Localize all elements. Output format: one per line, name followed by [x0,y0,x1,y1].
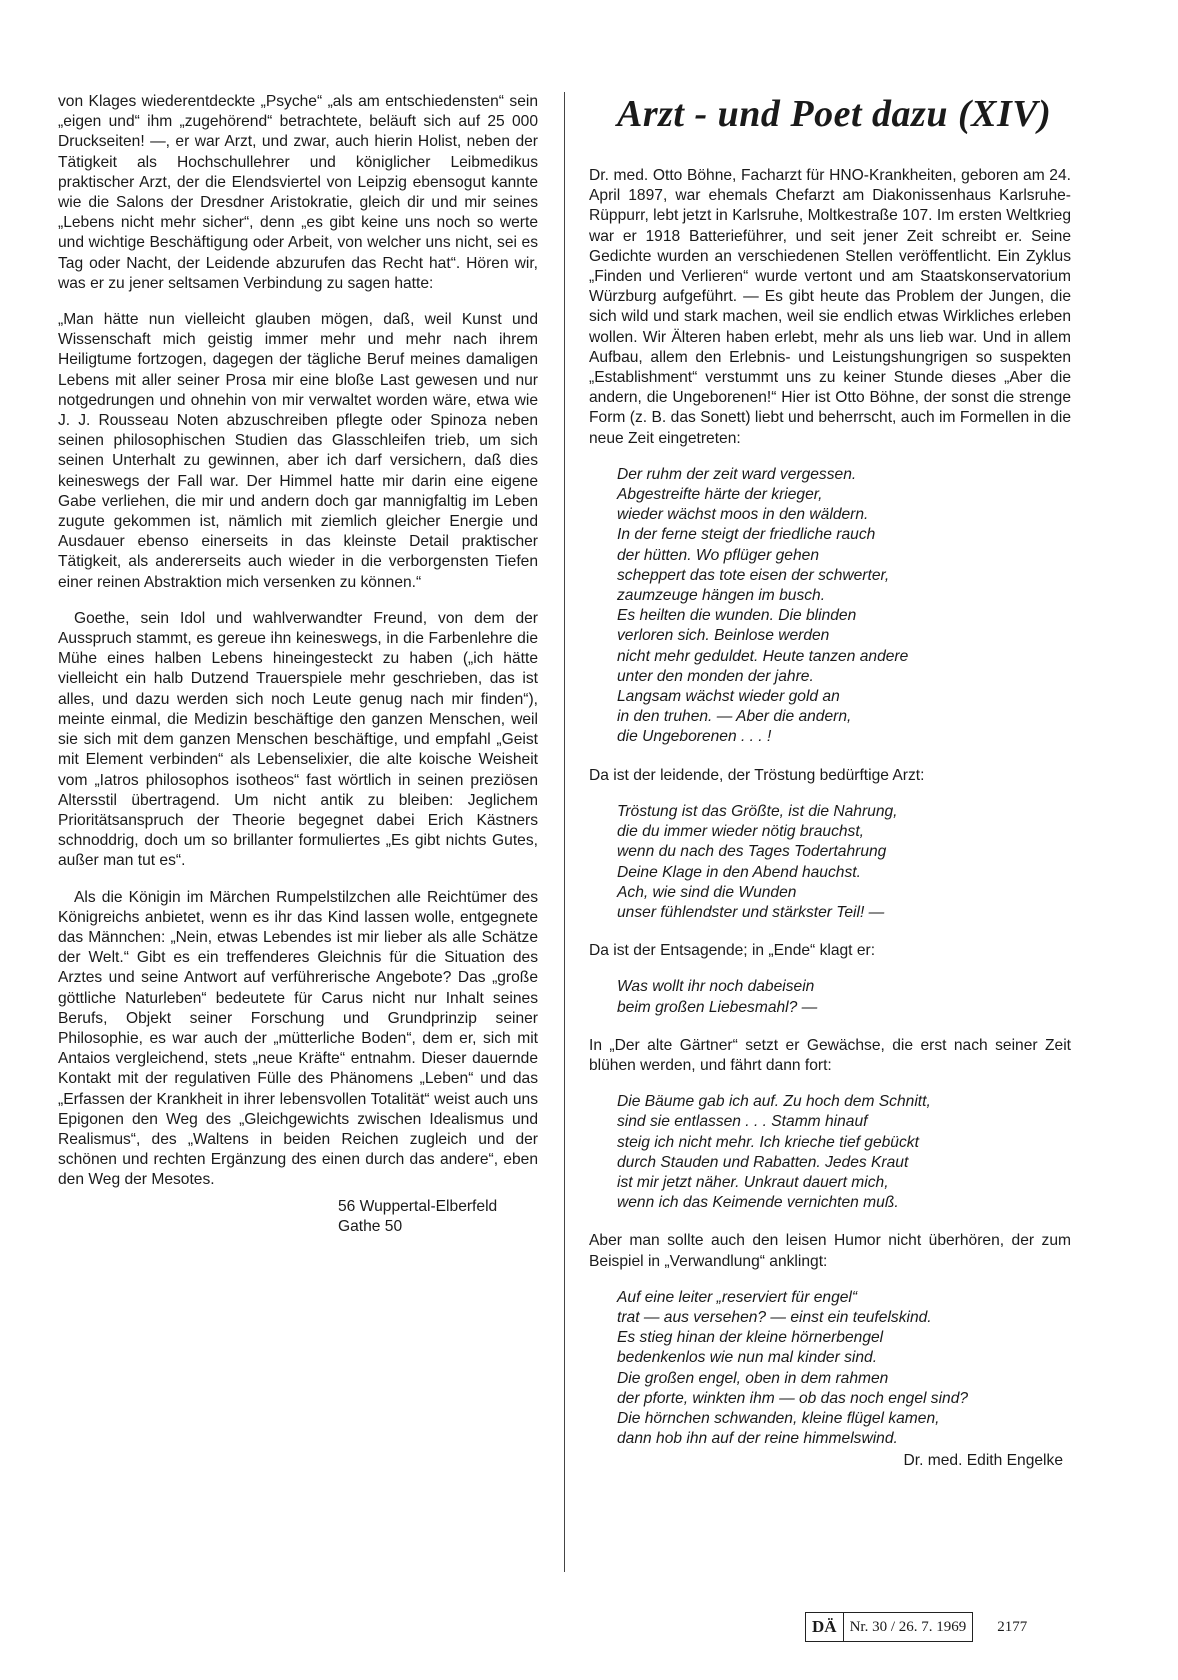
poem-3 [617,977,1071,1017]
poem-line: Langsam wächst wieder gold an [617,688,840,706]
lead-3: Da ist der Entsagende; in „Ende“ klagt er: [589,942,876,960]
poem-line: Abgestreifte härte der krieger, [617,486,823,504]
poem-line: Was wollt ihr noch dabeisein [617,978,815,996]
page-footer [805,1611,1027,1643]
poem-line: Auf eine leiter „reserviert für engel“ [617,1288,858,1306]
carus-quote: „Man hätte nun vielleicht glauben mögen, daß, weil Kunst und Wissenschaft mich geistig immer mehr und mehr nach ihrem Heiligtume fortzogen, dagegen der tägliche Beruf meines damaligen Lebens mit aller seiner Prosa mir eine bloße Last gewesen und nur notgedrungen und ohnehin von mir verwaltet worden wäre, etwa wie J. J. Rousseau Noten abzuschreiben pflegte oder Spinoza neben seinen philosophischen Studien das Glasschleifen trieb, um sich seinen Unterhalt zu gewinnen, aber ich darf versichern, daß dies keineswegs der Fall war. Der Himmel hatte mir darin eine eigene Gabe verliehen, die mir und andern doch gar mannigfaltig im Leben zugute gekommen ist, nämlich mit ziemlich gleicher Energie und Ausdauer ebenso einerseits in das kleinste Detail praktischer Tätigkeit, als andererseits auch wieder in die verborgensten Tiefen einer reinen Abstraktion mich versenken zu können.“ [58,311,538,591]
poem-line: in den truhen. — Aber die andern, [617,708,852,726]
poem-line: ist mir jetzt näher. Unkraut dauert mich, [617,1173,889,1191]
paragraph-1: von Klages wiederentdeckte „Psyche“ „als am entschiedensten“ sein „eigen und“ ihm „zugehörend“ betrachtete, beläuft sich auf 25 000 Druckseiten! —, er war Arzt, und zwar, auch hierin Holist, neben der Tätigkeit als Hochschullehrer und königlicher Leibmedikus praktischer Arzt, der die Elendsviertel von Leipzig ebensogut kannte wie die Salons der Dresdner Aristokratie, gleich dir und mir seines „Lebens nicht mehr sicher“, denn „es gibt keine uns noch so werte und wichtige Beschäftigung oder Arbeit, von welcher uns nicht, sei es Tag oder Nacht, der Leidende abzurufen das Recht hat“. Hören wir, was er zu jener seltsamen Verbindung zu sagen hatte: [58,93,538,292]
poem-line: Deine Klage in den Abend hauchst. [617,863,861,881]
lead-2: Da ist der leidende, der Tröstung bedürftige Arzt: [589,766,925,784]
poem-line: dann hob ihn auf der reine himmelswind. [617,1430,898,1448]
article-title: Arzt - und Poet dazu (XIV) [617,93,1052,135]
poem-line: bedenkenlos wie nun mal kinder sind. [617,1349,878,1367]
poem-5 [617,1288,1071,1450]
author-name: Dr. med. Edith Engelke [903,1452,1063,1470]
issue-info: Nr. 30 / 26. 7. 1969 [843,1612,974,1642]
signature-line-2: Gathe 50 [338,1218,403,1236]
poem-line: sind sie entlassen . . . Stamm hinauf [617,1113,868,1131]
poem-line: Die großen engel, oben in dem rahmen [617,1369,889,1387]
poem-line: zaumzeuge hängen im busch. [617,587,826,605]
poem-line: Die hörnchen schwanden, kleine flügel kamen, [617,1409,940,1427]
poem-1 [617,465,1071,748]
poem-line: der hütten. Wo pflüger gehen [617,546,819,564]
poem-line: Ach, wie sind die Wunden [617,883,797,901]
poem-2 [617,802,1071,923]
poem-4 [617,1092,1071,1213]
poem-line: Tröstung ist das Größte, ist die Nahrung, [617,802,898,820]
poem-line: Es heilten die wunden. Die blinden [617,607,857,625]
poem-line: wenn du nach des Tages Todertahrung [617,843,887,861]
poem-line: scheppert das tote eisen der schwerter, [617,566,890,584]
poem-line: Der ruhm der zeit ward vergessen. [617,465,857,483]
lead-4: In „Der alte Gärtner“ setzt er Gewächse, die erst nach seiner Zeit blühen werden, und fährt dann fort: [589,1036,1071,1074]
page-number: 2177 [997,1618,1028,1635]
poem-line: nicht mehr geduldet. Heute tanzen andere [617,647,909,665]
poem-line: beim großen Liebesmahl? — [617,998,818,1016]
poem-line: durch Stauden und Rabatten. Jedes Kraut [617,1153,909,1171]
right-column [589,92,1071,1472]
paragraph-2: Goethe, sein Idol und wahlverwandter Freund, von dem der Ausspruch stammt, es gereue ihn keineswegs, in die Farbenlehre die Mühe eines halben Lebens hineingesteckt zu haben („ich hätte vielleicht ein halb Dutzend Trauerspiele mehr geschrieben, das ist alles, und dazu werden sich noch Leute genug nach mir finden“), meinte einmal, die Medizin beschäftige den ganzen Menschen, weil sie sich mit dem ganzen Menschen beschäftige, und empfahl „Geist mit Element verbinden“ als Lebenselixier, die alte koische Weisheit vom „Iatros philosophos isotheos“ fast wörtlich in seinen preziösen Altersstil übertragend. Um nicht antik zu bleiben: Jeglichem Prioritätsanspruch der Theorie begegnet dabei Erich Kästners schnoddrig, doch um so brillanter formuliertes „Es gibt nichts Gutes, außer man tut es“. [58,609,538,870]
poem-line: unter den monden der jahre. [617,667,814,685]
poem-line: unser fühlendster und stärkster Teil! — [617,903,885,921]
poem-line: die Ungeborenen . . . ! [617,728,772,746]
poem-line: steig ich nicht mehr. Ich krieche tief gebückt [617,1133,919,1151]
poem-line: der pforte, winkten ihm — ob das noch engel sind? [617,1389,969,1407]
left-column [58,92,538,1238]
signature-line-1: 56 Wuppertal-Elberfeld [338,1197,498,1215]
poem-line: In der ferne steigt der friedliche rauch [617,526,876,544]
signature-address [338,1197,538,1238]
poem-line: trat — aus versehen? — einst ein teufelskind. [617,1308,932,1326]
intro-paragraph: Dr. med. Otto Böhne, Facharzt für HNO-Krankheiten, geboren am 24. April 1897, war ehemals Chefarzt am Diakonissenhaus Karlsruhe-Rüppurr, lebt jetzt in Karlsruhe, Moltkestraße 107. Im ersten Weltkrieg war er 1918 Batterieführer, und seit jener Zeit schreibt er. Seine Gedichte wurden an verschiedenen Stellen veröffentlicht. Ein Zyklus „Finden und Verlieren“ wurde vertont und am Staatskonservatorium Würzburg aufgeführt. — Es gibt heute das Problem der Jungen, die sich wild und stark machen, weil sie endlich etwas Wirkliches erleben wollen. Wir Älteren haben erlebt, mehr als uns lieb war. Und in allem Aufbau, allem den Erlebnis- und Leistungshungrigen so suspekten „Establishment“ verstummt uns zu keiner Stunde dieses „Aber die andern, die Ungeborenen!“ Hier ist Otto Böhne, der sonst die strenge Form (z. B. das Sonett) liebt und beherrscht, auch im Formellen in die neue Zeit eingetreten: [589,167,1071,447]
column-divider [564,92,565,1572]
lead-5: Aber man sollte auch den leisen Humor nicht überhören, der zum Beispiel in „Verwandlung“ anklingt: [589,1232,1071,1270]
poem-line: wieder wächst moos in den wäldern. [617,506,869,524]
poem-line: Die Bäume gab ich auf. Zu hoch dem Schnitt, [617,1093,931,1111]
poem-line: die du immer wieder nötig brauchst, [617,823,865,841]
poem-line: wenn ich das Keimende vernichten muß. [617,1194,899,1212]
paragraph-3: Als die Königin im Märchen Rumpelstilzchen alle Reichtümer des Königreichs anbietet, wenn es ihr das Kind lassen wolle, entgegnete das Männchen: „Nein, etwas Lebendes ist mir lieber als alle Schätze der Welt.“ Gibt es ein treffenderes Gleichnis für die Situation des Arztes und seine Antwort auf verführerische Angebote? Das „große göttliche Naturleben“ bedeutete für Carus nicht nur Inhalt seines Berufs, Objekt seiner Forschung und Grundprinzip seiner Philosophie, es war auch der „mütterliche Boden“, dem er, sich mit Antaios vergleichend, stets „neue Kräfte“ entnahm. Dieser dauernde Kontakt mit der regulativen Fülle des Phänomens „Leben“ und das „Erfassen der Krankheit in ihrer lebensvollen Totalität“ weist auch uns Epigonen den Weg des „Gleichgewichts zwischen Idealismus und Realismus“, des „Waltens in beiden Reichen zugleich und der schönen und rechten Ergänzung des einen durch das andere“, eben den Weg der Mesotes. [58,888,538,1189]
poem-line: verloren sich. Beinlose werden [617,627,830,645]
journal-logo: DÄ [805,1612,843,1642]
poem-line: Es stieg hinan der kleine hörnerbengel [617,1329,884,1347]
